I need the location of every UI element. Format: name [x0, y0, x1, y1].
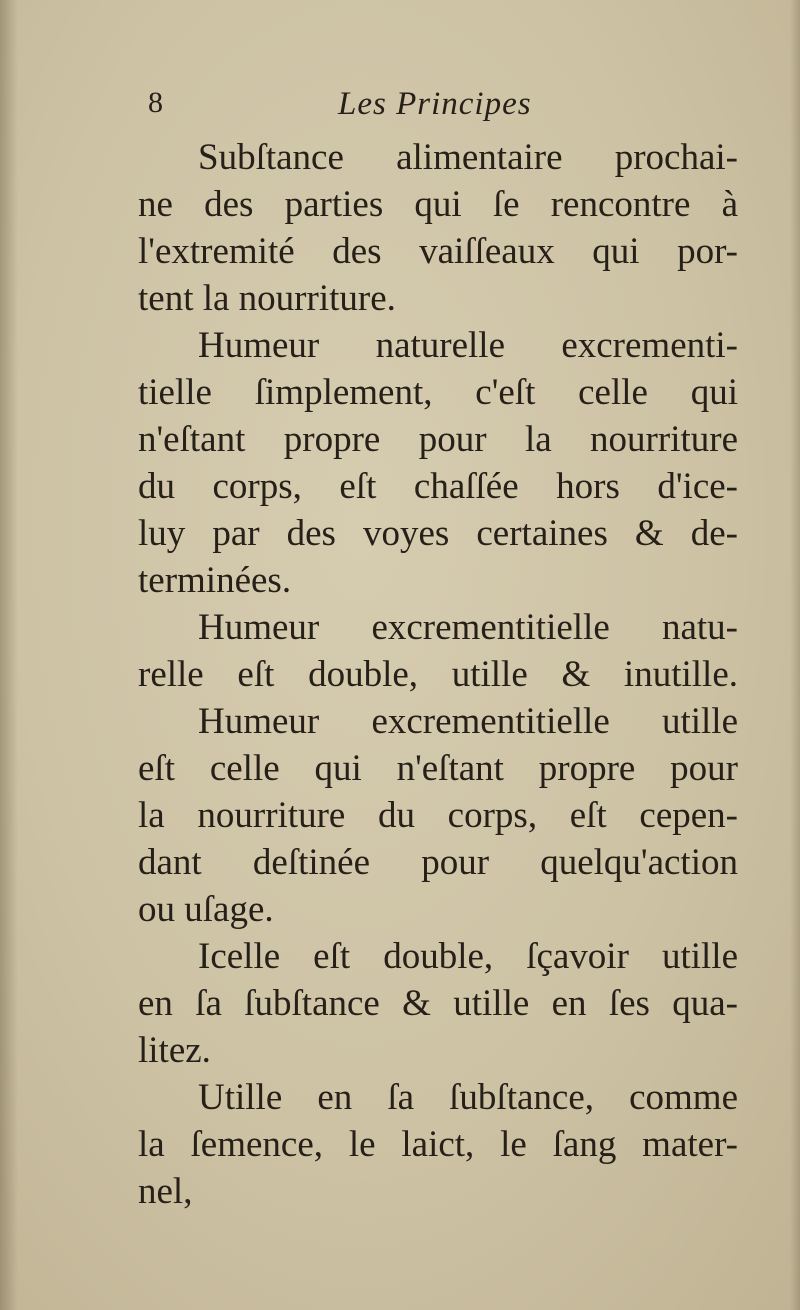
page-header [140, 86, 740, 130]
text-line: du corps, eſt chaſſée hors d'ice- [138, 466, 738, 507]
text-line: Subſtance alimentaire prochai- [198, 137, 738, 178]
text-line: tent la nourriture. [138, 278, 396, 319]
text-line: relle eſt double, utille & inutille. [138, 654, 738, 695]
text-line: dant deſtinée pour quelqu'action [138, 842, 738, 883]
text-line: la nourriture du corps, eſt cepen- [138, 795, 738, 836]
text-line: litez. [138, 1030, 211, 1071]
text-line: terminées. [138, 560, 292, 601]
text-line: Utille en ſa ſubſtance, comme [198, 1077, 738, 1118]
text-line: en ſa ſubſtance & utille en ſes qua- [138, 983, 738, 1024]
text-line: ne des parties qui ſe rencontre à [138, 184, 738, 225]
text-line: n'eſtant propre pour la nourriture [138, 419, 738, 460]
text-line: luy par des voyes certaines & de- [138, 513, 738, 554]
text-line: l'extremité des vaiſſeaux qui por- [138, 231, 738, 272]
body-text [138, 134, 738, 1215]
text-line: la ſemence, le laict, le ſang mater- [138, 1124, 738, 1165]
text-line: Humeur excrementitielle utille [198, 701, 738, 742]
running-title: Les Principes [338, 86, 532, 122]
text-line: nel, [138, 1171, 193, 1212]
text-line: Humeur naturelle excrementi- [198, 325, 738, 366]
page-number: 8 [148, 86, 163, 119]
page-edge-shadow [0, 0, 18, 1310]
text-line: tielle ſimplement, c'eſt celle qui [138, 372, 738, 413]
text-line: Humeur excrementitielle natu- [198, 607, 738, 648]
text-line: Icelle eſt double, ſçavoir utille [198, 936, 738, 977]
text-line: ou uſage. [138, 889, 274, 930]
page-edge-shadow-right [790, 0, 800, 1310]
text-line: eſt celle qui n'eſtant propre pour [138, 748, 738, 789]
